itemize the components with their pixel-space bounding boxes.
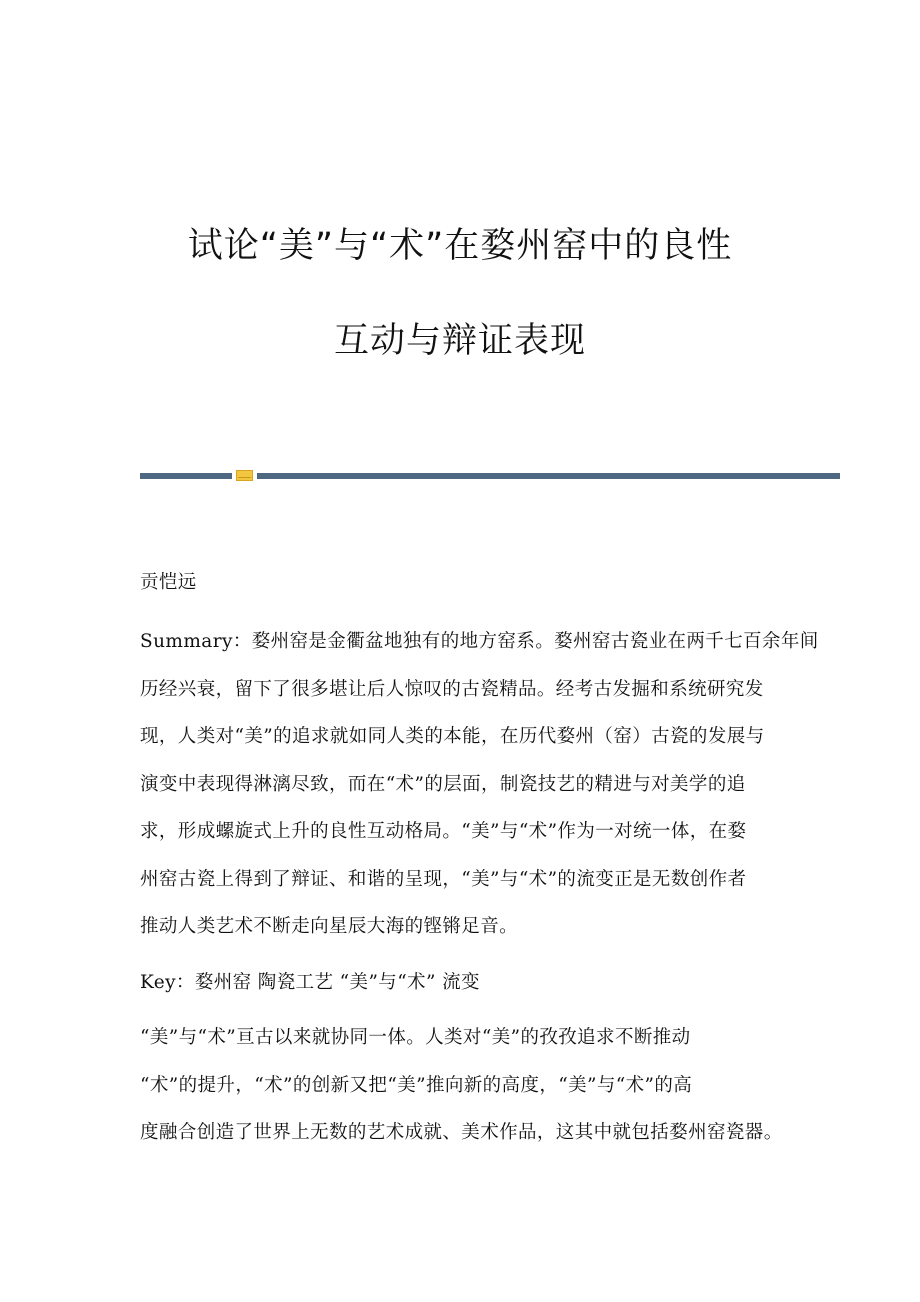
divider-left — [140, 473, 232, 479]
summary-line: 州窑古瓷上得到了辩证、和谐的呈现，“美”与“术”的流变正是无数创作者 — [140, 869, 747, 890]
summary-line: 现，人类对“美”的追求就如同人类的本能，在历代婺州（窑）古瓷的发展与 — [140, 726, 765, 747]
summary-line: 演变中表现得淋漓尽致，而在“术”的层面，制瓷技艺的精进与对美学的追 — [140, 774, 746, 795]
title-line-2: 互动与辩证表现 — [333, 321, 586, 361]
author: 贡恺远 — [140, 572, 197, 593]
body-line: 度融合创造了世界上无数的艺术成就、美术作品，这其中就包括婺州窑瓷器。 — [140, 1122, 783, 1143]
divider-right — [257, 473, 840, 479]
summary-line: 推动人类艺术不断走向星辰大海的铿锵足音。 — [140, 916, 519, 937]
body-line: “术”的提升，“术”的创新又把“美”推向新的高度，“美”与“术”的高 — [140, 1075, 693, 1096]
title-line-1: 试论“美”与“术”在婺州窑中的良性 — [187, 226, 733, 266]
keywords: Key：婺州窑 陶瓷工艺 “美”与“术” 流变 — [140, 972, 480, 993]
body-line: “美”与“术”亘古以来就协同一体。人类对“美”的孜孜追求不断推动 — [140, 1027, 691, 1048]
summary-line: 历经兴衰，留下了很多堪让后人惊叹的古瓷精品。经考古发掘和系统研究发 — [140, 679, 764, 700]
summary-line: 求，形成螺旋式上升的良性互动格局。“美”与“术”作为一对统一体，在婺 — [140, 821, 747, 842]
envelope-icon — [236, 470, 253, 481]
summary-line: Summary：婺州窑是金衢盆地独有的地方窑系。婺州窑古瓷业在两千七百余年间 — [140, 631, 819, 652]
